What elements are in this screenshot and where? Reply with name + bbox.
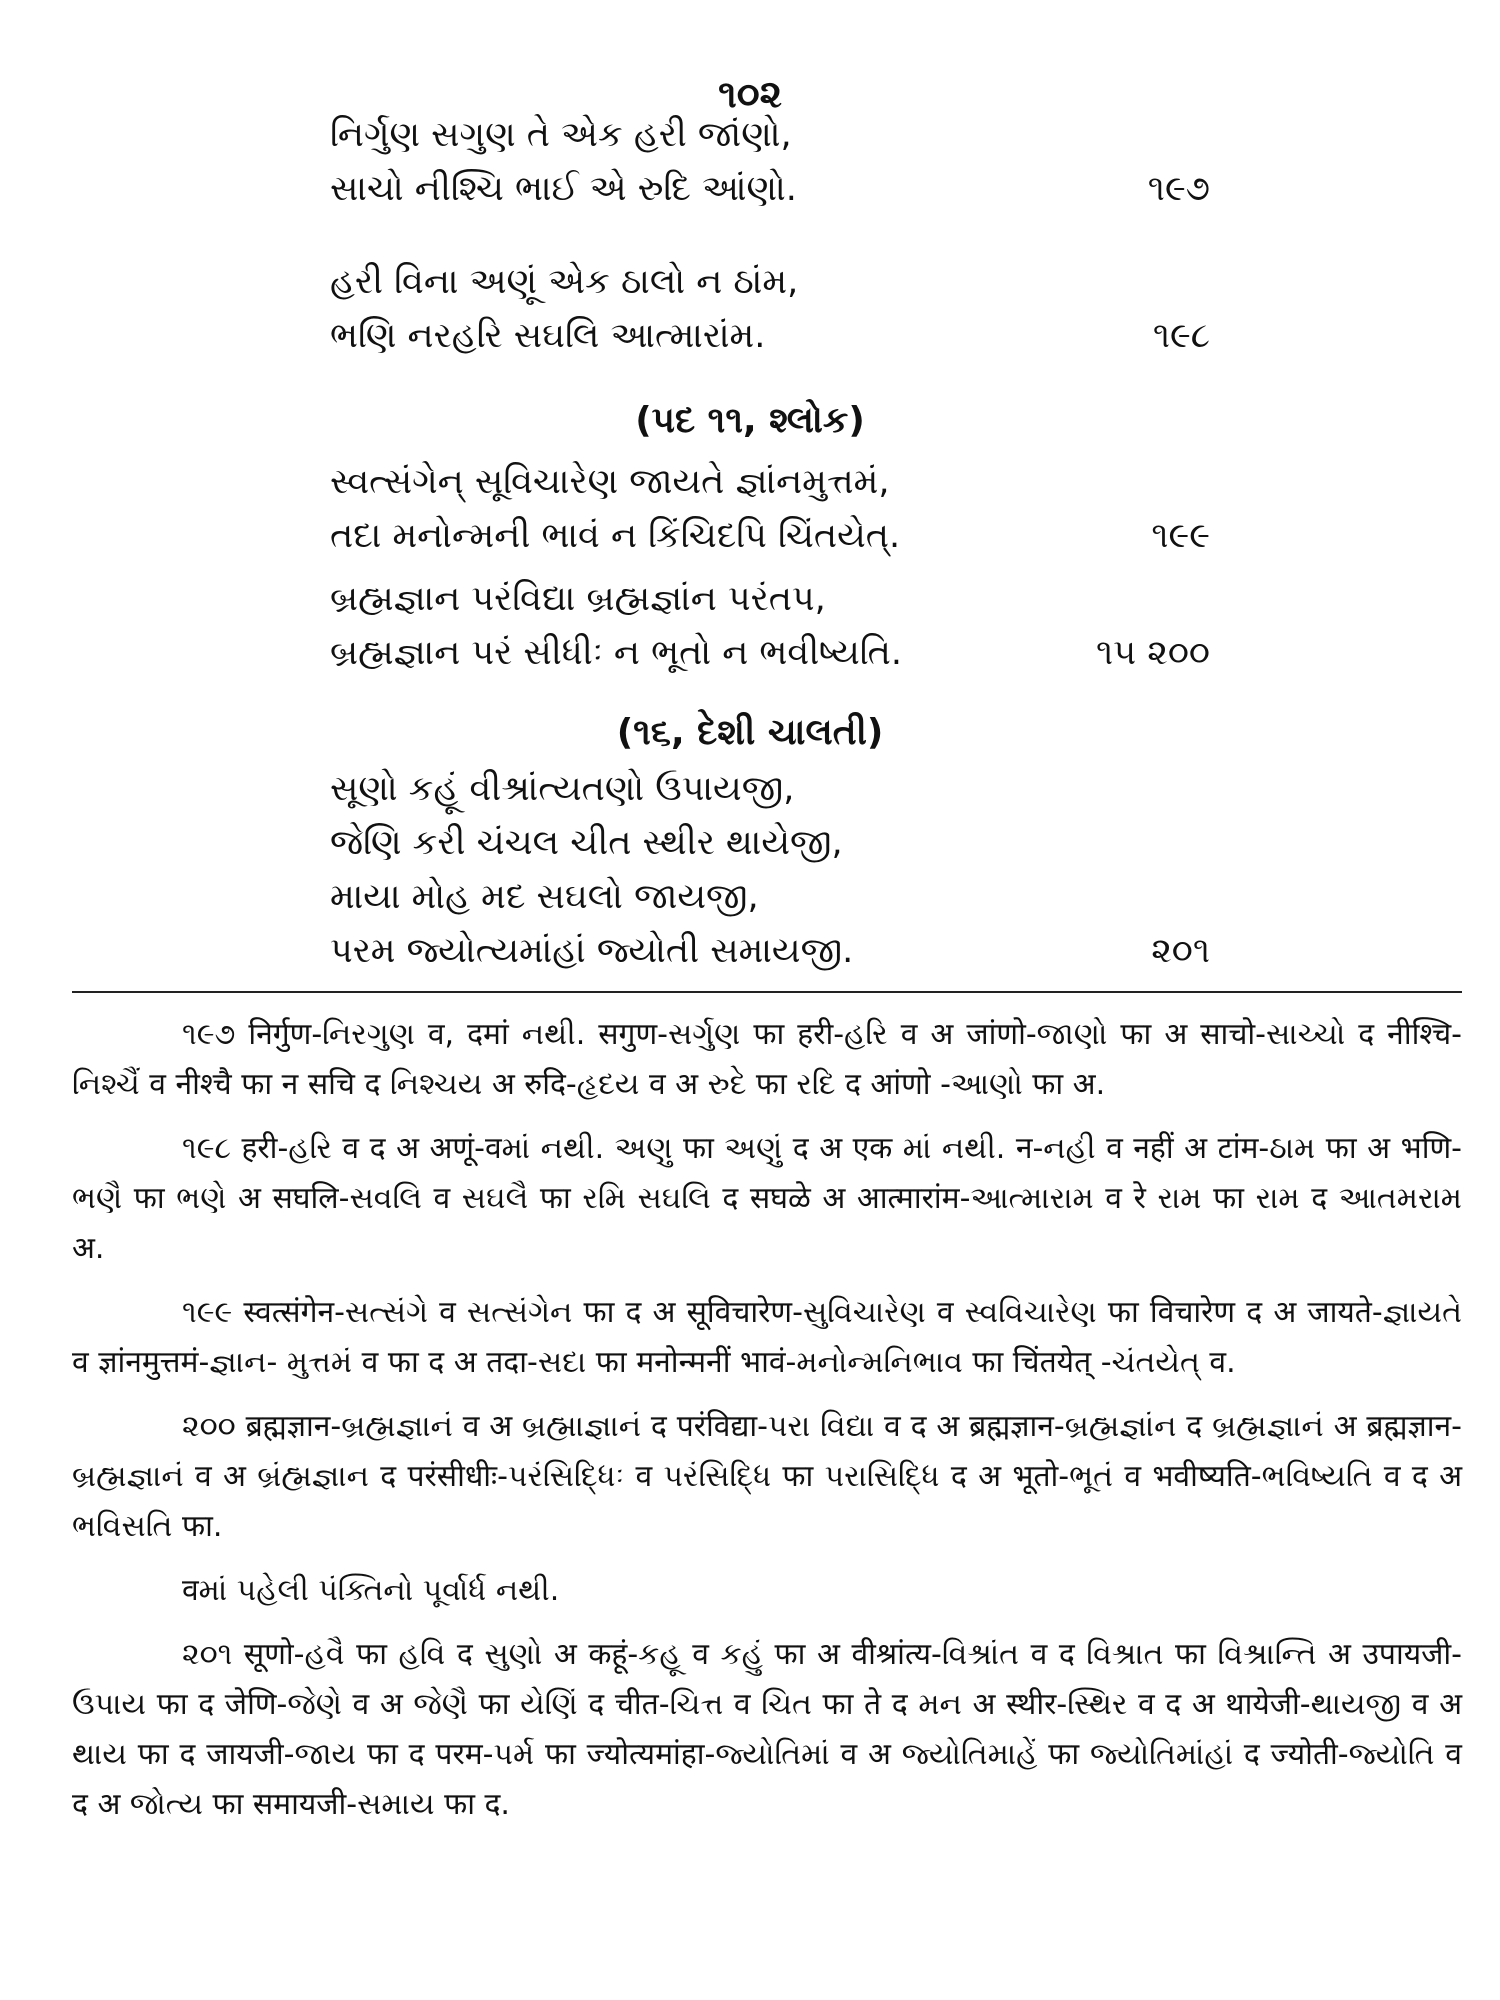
verse-line (330, 924, 1210, 978)
verse-text: બ્રહ્મજ્ઞાન પરંવિદ્યા બ્રહ્મજ્ઞાંન પરંતપ, (330, 579, 826, 619)
verse-text: પરમ જ્યોત્યમાંહાં જ્યોતી સમાયજી. (330, 931, 854, 971)
footnote-201: ૨૦૧ सूणो-હવૈ फा હવિ द સુણો अ कहूं-કહૂ व કહું फा अ वीश्रांत्य-વિશ્રાંત व द વિશ્રાત फा વિશ્રાન્તિ अ उपायजी-ઉપાય फा द जेणि-જેણે व अ જેણૈ फा યેણિં द चीत-ચિત્ત व ચિત फा ते द મન अ स्थीर-સ્થિર व द अ थायेजी-થાયજી व अ થાય फा द जायजी-જાય फा द परम-પર્મ फा ज्योत्यमांहा-જ્યોતિમાં व अ જ્યોતિમાહેં फा જ્યોતિમાંહાં द ज्योती-જ્યોતિ व द अ જોત્ય फा समायजी-સમાય फा द. (72, 1637, 1462, 1822)
footnote-197: ૧૯૭ निर्गुण-નિરગુણ व, दमां નથી. सगुण-સર્ગુણ फा हरी-હરિ व अ जांणो-જાણો फा अ साचो-સાચ્ચો द नीश्चि-નિશ્ચૈં व नीश्चै फा न सचि द નિશ્ચય अ रुदि-હૃદય व अ રુદે फा રદિ द आंणो -આણો फा अ. (72, 1017, 1462, 1102)
verse-text: જેણિ કરી ચંચલ ચીત સ્થીર થાયેજી, (330, 823, 843, 863)
footnote-198: ૧૯૮ हरी-હરિ व द अ अणूं-वમાં નથી. અણુ फा અણું द अ एक માં નથી. न-નહી व नहीं अ टांम-ઠામ फा अ भणि-ભણૈ फा ભણે अ सघलि-સવલિ व સઘલૈ फा રમિ સઘલિ द सघळे अ आत्मारांम-આત્મારામ व रे રામ फा રામ द આતમરામ अ. (72, 1131, 1462, 1266)
section-heading-shlok: (પદ ૧૧, શ્લોક) (635, 400, 865, 441)
footnote-divider (72, 991, 1462, 993)
verse-line (330, 509, 1210, 563)
verse-number: ૧૯૯ (1151, 516, 1210, 556)
section-heading-deshi: (૧૬, દેશી ચાલતી) (616, 712, 884, 753)
footnotes (72, 1010, 1462, 1844)
verse-text: નિર્ગુણ સગુણ તે એક હરી જાંણો, (330, 115, 792, 155)
verse-line (330, 572, 1210, 626)
verse-number: ૨૦૧ (1151, 931, 1210, 971)
verse-line (330, 870, 1210, 924)
verse-line (330, 255, 1210, 309)
verse-text: માયા મોહ મદ સઘલો જાયજી, (330, 877, 759, 917)
verse-line (330, 455, 1210, 509)
verse-text: સાચો નીશ્ચિ ભાઈ એ રુદિ આંણો. (330, 169, 797, 209)
verse-line (330, 162, 1210, 216)
verse-line (330, 816, 1210, 870)
page-number: ૧૦૨ (718, 72, 782, 116)
verse-block-200 (330, 572, 1210, 680)
verse-number: ૧૯૮ (1152, 316, 1210, 356)
verse-line (330, 108, 1210, 162)
verse-number: ૧૫ ૨૦૦ (1096, 633, 1210, 673)
verse-block-201 (330, 762, 1210, 978)
verse-line (330, 762, 1210, 816)
verse-text: તદા મનોન્મની ભાવં ન કિંચિદપિ ચિંતયેત્. (330, 516, 901, 556)
verse-block-198 (330, 255, 1210, 363)
verse-block-199 (330, 455, 1210, 563)
verse-text: હરી વિના અણૂં એક ઠાલો ન ઠાંમ, (330, 262, 799, 302)
verse-text: સ્વત્સંગેન્ સૂવિચારેણ જાયતે જ્ઞાંનમુત્તમં, (330, 462, 890, 502)
verse-line (330, 626, 1210, 680)
verse-text: બ્રહ્મજ્ઞાન પરં સીધીઃ ન ભૂતો ન ભવીષ્યતિ. (330, 633, 903, 673)
footnote-200: ૨૦૦ ब्रह्मज्ञान-બ્રહ્મજ્ઞાનં व अ બ્રહ્માજ્ઞાનં द परंविद्या-પરા વિદ્યા व द अ ब्रह्मज्ञान-બ્રહ્મજ્ઞાંન द બ્રહ્મજ્ઞાનં अ ब्रह्मज्ञान-બ્રહ્મજ્ઞાનં व अ બ્રંહ્મજ્ઞાન द परंसीधीः-પરંસિદ્ધિઃ व પરંસિદ્ધિ फा પરાસિદ્ધિ द अ भूतो-ભૂતં व भवीष्यति-ભવિષ્યતિ व द अ ભવિસતિ फा. (72, 1409, 1462, 1544)
verse-text: ભણિ નરહરિ સઘલિ આત્મારાંમ. (330, 316, 766, 356)
footnote-199: ૧૯૯ स्वत्संगेन-સત્સંગે व સત્સંગેન फा द अ सूविचारेण-સુવિચારેણ व સ્વવિચારેણ फा विचारेण द अ जायते-જ્ઞાયતે व ज्ञांनमुत्तमं-જ્ઞાન- મુત્તમં व फा द अ तदा-સદા फा मनोन्मनीं भावं-મનોન્મનિભાવ फा चिंतयेत् -ચંતયેત્ व. (72, 1295, 1462, 1380)
verse-text: સૂણો કહૂં વીશ્રાંત્યતણો ઉપાયજી, (330, 769, 795, 809)
footnote-note: वમાં પહેલી પંક્તિનો પૂર્વાર્ધ નથી. (182, 1573, 560, 1608)
verse-block-197 (330, 108, 1210, 216)
verse-number: ૧૯૭ (1147, 169, 1210, 209)
verse-line (330, 309, 1210, 363)
